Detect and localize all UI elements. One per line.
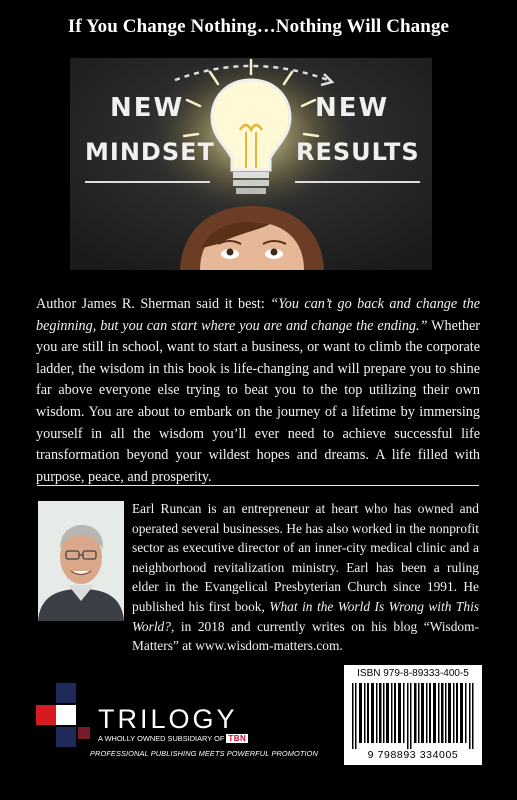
blurb-quote: “You can’t go back and change the beginning, but you can start where you are and change the ending.” (36, 296, 480, 334)
cover-photo (70, 58, 432, 270)
section-divider (37, 485, 479, 486)
chalk-text-new-right: NEW (315, 93, 390, 123)
chalkboard-lightbulb-illustration (70, 58, 432, 270)
bio-text-part1: Earl Runcan is an entrepreneur at heart who has owned and operated several businesses. He has also worked in the nonprofit sector as executive director of an inner-city medical clinic and a neighborhood revitalization ministry. Earl has been a ruling elder in the Evangelical Presbyterian Church since 1991. He published his first book, (132, 501, 479, 614)
isbn-label: ISBN 979-8-89333-400-5 (357, 668, 469, 679)
blurb-body: Whether you are still in school, want to start a business, or want to climb the corporate ladder, the wisdom in this book is life-changing and will prepare you to shine far above everyone else trying to beat you to the top utilizing their own wisdom. You are about to embark on the journey of a lifetime by immersing yourself in all the wisdom you’ll ever need to achieve successful life transformation beyond your wildest hopes and dreams. A life filled with purpose, peace, and prosperity. (36, 317, 480, 485)
publisher-subsidiary-line (98, 734, 248, 743)
author-photo (38, 501, 124, 621)
chalk-text-mindset: MINDSET (85, 138, 215, 166)
isbn-barcode (344, 665, 482, 765)
author-bio (132, 499, 479, 656)
chalk-text-results: RESULTS (296, 138, 420, 166)
chalk-text-new-left: NEW (110, 93, 185, 123)
trilogy-logo-mark (36, 683, 94, 763)
publisher-tagline: PROFESSIONAL PUBLISHING MEETS POWERFUL PROMOTION (90, 749, 318, 758)
barcode-bars (352, 683, 474, 749)
back-cover-blurb (36, 294, 480, 488)
blurb-intro: Author James R. Sherman said it best: (36, 296, 271, 312)
subsidiary-text: A WHOLLY OWNED SUBSIDIARY OF (98, 734, 225, 743)
bio-book-title: What in the World Is Wrong with This World? (132, 598, 479, 634)
tbn-logo: TBN (228, 734, 247, 743)
publisher-name: TRILOGY (98, 704, 238, 734)
bio-text-part2: , in 2018 and currently writes on his blog “Wisdom-Matters” at www.wisdom-matters.com. (132, 618, 479, 654)
cover-title: If You Change Nothing…Nothing Will Change (67, 16, 450, 37)
barcode-number: 9 798893 334005 (367, 749, 459, 761)
